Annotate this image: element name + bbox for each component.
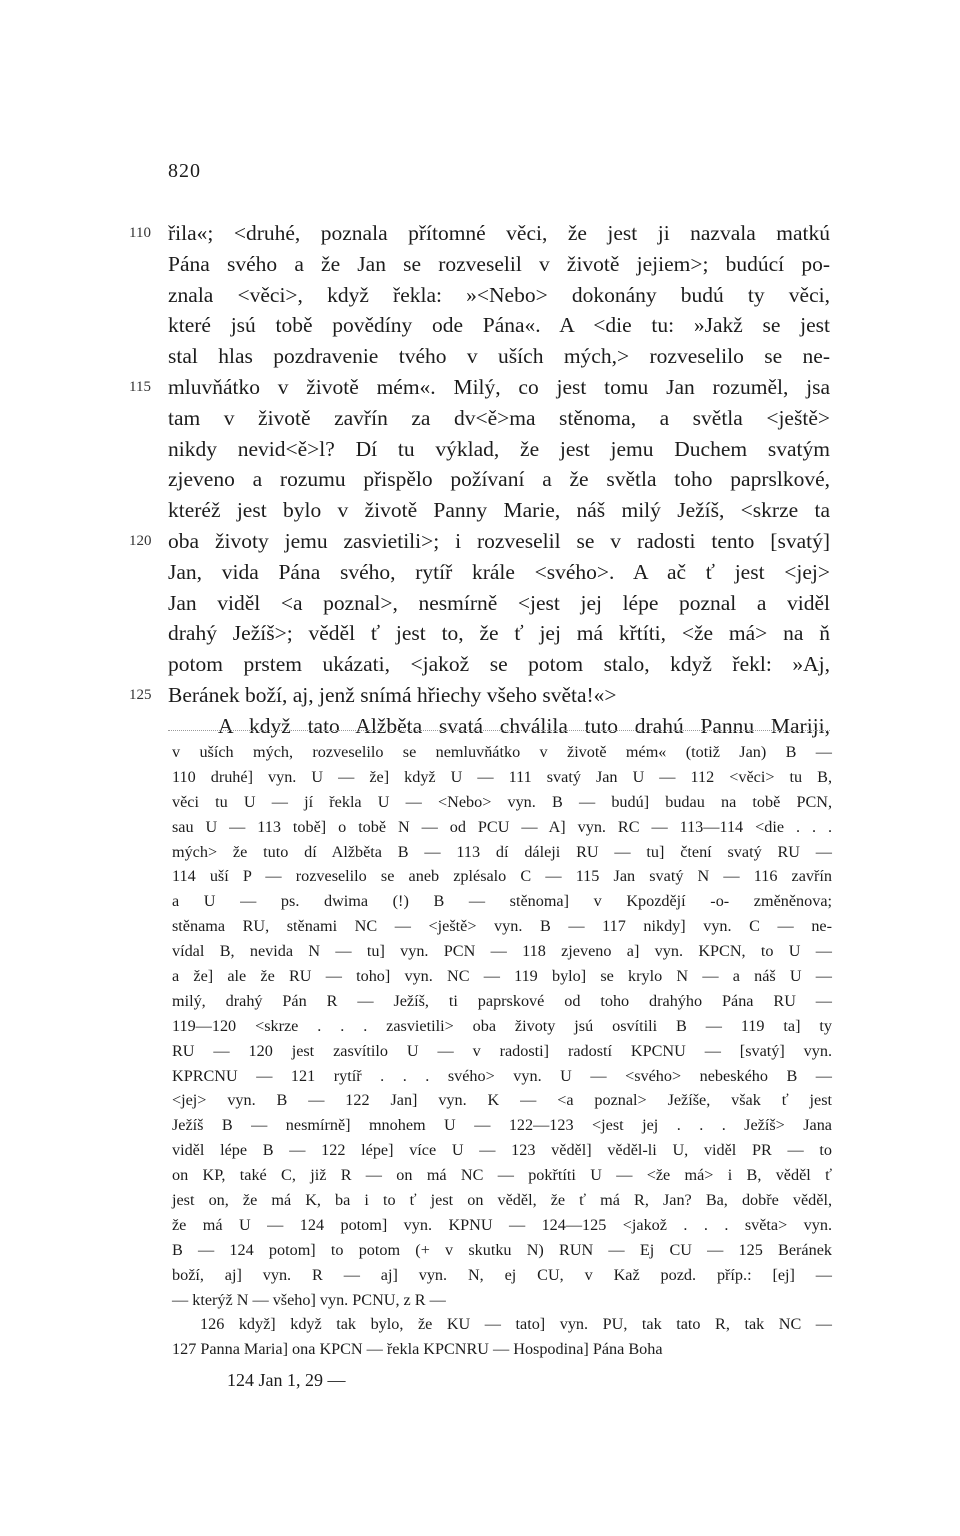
apparatus-line [0,1238,960,1263]
apparatus-line [0,964,960,989]
apparatus-text: a že] ale že RU — toho] vyn. NC — 119 bylo] se krylo N — a náš U — [172,967,832,986]
apparatus-line [0,1014,960,1039]
text-line [0,372,960,403]
apparatus-text: RU — 120 jest zasvítilo U — v radosti] radostí KPCNU — [svatý] vyn. [172,1041,832,1060]
line-text: Jan viděl <a poznal>, nesmírně <jest jej lépe poznal a viděl [168,590,830,615]
apparatus-text: B — 124 potom] to potom (+ v skutku N) RUN — Ej CU — 125 Beránek [172,1240,832,1259]
apparatus-text: 127 Panna Maria] ona KPCN — řekla KPCNRU — Hospodina] Pána Boha [172,1340,663,1359]
separator-rule [168,730,830,731]
apparatus-text: jest on, že má K, ba i to ť jest on věděl, že ť má R, Jan? Ba, dobře věděl, [172,1191,832,1210]
apparatus-text: KPRCNU — 121 rytíř . . . svého> vyn. U — <svého> nebeského B — [172,1066,832,1085]
text-line [0,711,960,742]
apparatus-line [0,1337,960,1362]
apparatus-line [0,1263,960,1288]
line-text: řila«; <druhé, poznala přítomné věci, že jest ji nazvala matkú [168,221,830,245]
apparatus-line [0,914,960,939]
line-text: Jan, vida Pána svého, rytíř krále <svého>. A ač ť jest <jej> [168,559,830,584]
apparatus-text: boží, aj] vyn. R — aj] vyn. N, ej CU, v Kaž pozd. příp.: [ej] — [172,1265,832,1284]
line-number: 120 [129,532,152,549]
line-text: nikdy nevid<ě>l? Dí tu výklad, že jest jemu Duchem svatým [168,436,830,461]
apparatus-line [0,740,960,765]
bible-reference: 124 Jan 1, 29 — [227,1370,346,1390]
line-text: znala <věci>, když řekla: »<Nebo> dokonány budú ty věci, [168,282,830,307]
apparatus-text: 119—120 <skrze . . . zasvietili> oba životy jsú osvítili B — 119 ta] ty [172,1016,832,1035]
apparatus-line [0,939,960,964]
apparatus-line [0,1138,960,1163]
line-text: Pána svého a že Jan se rozveselil v životě jejiem>; budúcí po- [168,251,830,276]
text-line [0,341,960,372]
apparatus-line [0,815,960,840]
text-line [0,557,960,588]
apparatus-text: milý, drahý Pán R — Ježíš, ti paprskové od toho drahýho Pána RU — [172,991,832,1010]
text-line [0,249,960,280]
line-number: 125 [129,686,152,703]
line-number: 115 [129,378,151,395]
line-text: A když tato Alžběta svatá chválila tuto drahú Pannu Mariji, [218,713,830,738]
apparatus-text: v uších mých, rozveselilo se nemluvňátko v životě mém« (totiž Jan) B — [172,743,832,761]
line-text: Beránek boží, aj, jenž snímá hřiechy všeho světa!«> [168,682,617,707]
page-number: 820 [168,160,201,182]
apparatus-line [0,1213,960,1238]
apparatus-line [0,1188,960,1213]
main-text [0,218,960,742]
text-line [0,434,960,465]
apparatus-line [0,765,960,790]
text-line [0,618,960,649]
line-text: oba životy jemu zasvietili>; i rozveselil se v radosti tento [svatý] [168,528,830,553]
apparatus-line [0,1039,960,1064]
line-text: které jsú tobě povědíny ode Pána«. A <die tu: »Jakž se jest [168,313,830,338]
text-line [0,218,960,249]
apparatus-text: 114 uší P — rozveselilo se aneb zplésalo C — 115 Jan svatý N — 116 zavřín [172,867,832,886]
apparatus-line [0,790,960,815]
line-text: tam v životě zavřín za dv<ě>ma stěnoma, a světla <ještě> [168,405,830,430]
line-text: drahý Ježíš>; věděl ť jest to, že ť jej má křtíti, <že má> na ň [168,621,830,646]
apparatus-line [0,1113,960,1138]
line-text: potom prstem ukázati, <jakož se potom stalo, když řekl: »Aj, [168,652,830,677]
text-line [0,310,960,341]
apparatus-line [0,1288,960,1313]
apparatus-text: věci tu U — jí řekla U — <Nebo> vyn. B — budú] budau na tobě PCN, [172,792,832,811]
text-line [0,526,960,557]
apparatus-line [0,1064,960,1089]
apparatus-line [0,889,960,914]
line-number: 110 [129,225,151,241]
line-text: stal hlas pozdravenie tvého v uších mých,> rozveselilo se ne- [168,344,830,369]
apparatus-text: — kterýž N — všeho] vyn. PCNU, z R — [172,1290,446,1309]
apparatus-text: a U — ps. dwima (!) B — stěnoma] v Kpozdějí -o- změněnova; [172,892,832,911]
critical-apparatus [0,740,960,1362]
apparatus-line [0,1088,960,1113]
apparatus-text: viděl lépe B — 122 lépe] více U — 123 věděl] věděl-li U, viděl PR — to [172,1141,832,1160]
apparatus-text: 110 druhé] vyn. U — že] když U — 111 svatý Jan U — 112 <věci> tu B, [172,767,832,786]
apparatus-line [0,840,960,865]
apparatus-text: Ježíš B — nesmírně] mnohem U — 122—123 <jest jej . . . Ježíš> Jana [172,1116,832,1135]
apparatus-text: sau U — 113 tobě] o tobě N — od PCU — A] vyn. RC — 113—114 <die . . . [172,817,832,836]
text-line [0,495,960,526]
text-line [0,464,960,495]
apparatus-line [0,864,960,889]
apparatus-text: mých> že tuto dí Alžběta B — 113 dí dáleji RU — tu] čtení svatý RU — [172,842,832,861]
apparatus-line [0,1312,960,1337]
apparatus-text: stěnama RU, stěnami NC — <ještě> vyn. B — 117 nikdy] vyn. C — ne- [172,917,832,936]
line-text: kteréž jest bylo v životě Panny Marie, náš milý Ježíš, <skrze ta [168,498,830,523]
text-line [0,680,960,711]
text-line [0,403,960,434]
apparatus-line [0,989,960,1014]
apparatus-text: že má U — 124 potom] vyn. KPNU — 124—125 <jakož . . . světa> vyn. [172,1215,832,1234]
text-line [0,588,960,619]
line-text: mluvňátko v životě mém«. Milý, co jest tomu Jan rozuměl, jsa [168,374,830,399]
text-line [0,280,960,311]
apparatus-text: on KP, také C, již R — on má NC — pokřtíti U — <že má> i B, věděl ť [172,1166,832,1185]
apparatus-line [0,1163,960,1188]
apparatus-text: vídal B, nevida N — tu] vyn. PCN — 118 zjeveno a] vyn. KPCN, to U — [172,942,832,961]
apparatus-text: <jej> vyn. B — 122 Jan] vyn. K — <a poznal> Ježíše, však ť jest [172,1091,832,1110]
line-text: zjeveno a rozumu přispělo požívaní a že světla toho paprslkové, [168,467,830,492]
apparatus-text: 126 když] když tak bylo, že KU — tato] vyn. PU, tak tato R, tak NC — [200,1315,832,1334]
text-line [0,649,960,680]
